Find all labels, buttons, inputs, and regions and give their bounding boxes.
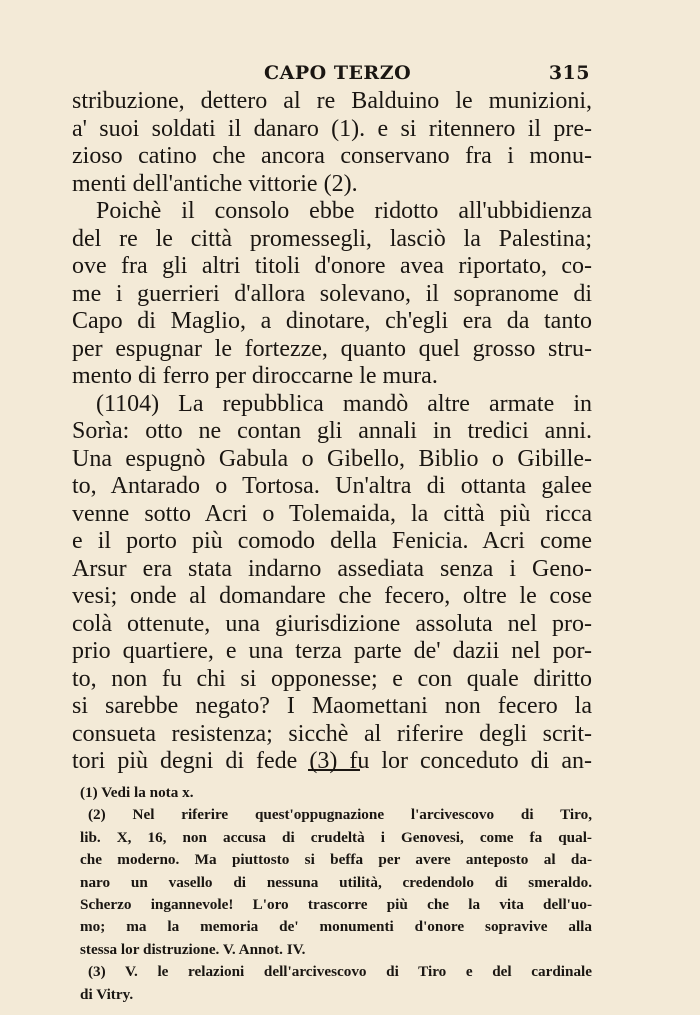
page-number: 315 [548, 62, 590, 84]
text-line: del re le città promessegli, lasciò la Palestina; [72, 225, 592, 252]
text-line: Capo di Maglio, a dinotare, ch'egli era da tanto [72, 308, 592, 334]
text-line: Sorìa: otto ne contan gli annali in tredici anni. [72, 418, 592, 444]
text-line: prio quartiere, e una terza parte de' dazii nel por- [72, 638, 592, 664]
text-line: Poichè il consolo ebbe ridotto all'ubbidienza [96, 198, 592, 224]
page-header [74, 58, 590, 88]
footnote-line: (1) Vedi la nota x. [80, 784, 194, 801]
text-line: vesi; onde al domandare che fecero, oltre le cose [72, 583, 592, 609]
footnote-line: che moderno. Ma piuttosto si beffa per avere anteposto al da- [80, 851, 592, 869]
footnote-line: di Vitry. [80, 985, 134, 1003]
text-line: a' suoi soldati il danaro (1). e si ritennero il pre- [72, 115, 592, 142]
text-line: mento di ferro per diroccarne le mura. [72, 363, 438, 389]
text-line: (1104) La repubblica mandò altre armate in [96, 390, 592, 417]
running-title: CAPO TERZO [264, 62, 412, 84]
text-line: per espugnar le fortezze, quanto quel grosso stru- [72, 335, 592, 362]
text-line: zioso catino che ancora conservano fra i monu- [72, 143, 592, 169]
footnote-divider [308, 769, 360, 771]
text-line: si sarebbe negato? I Maomettani non fecero la [72, 693, 592, 719]
text-line: to, Antarado o Tortosa. Un'altra di ottanta galee [72, 473, 592, 499]
footnote-line: naro un vasello di nessuna utilità, credendolo di smeraldo. [80, 873, 592, 891]
text-line: consueta resistenza; sicchè al riferire degli scrit- [72, 720, 592, 747]
text-line: me i guerrieri d'allora solevano, il sopranome di [72, 280, 592, 307]
text-line: to, non fu chi si opponesse; e con quale diritto [72, 665, 592, 692]
text-line: menti dell'antiche vittorie (2). [72, 170, 358, 197]
text-line: e il porto più comodo della Fenicia. Acri come [72, 528, 592, 554]
text-line: Una espugnò Gabula o Gibello, Biblio o Gibille- [72, 445, 592, 472]
main-text [72, 88, 592, 776]
text-line: venne sotto Acri o Tolemaida, la città più ricca [72, 500, 592, 527]
footnote-line: stessa lor distruzione. V. Annot. IV. [80, 940, 306, 958]
text-line: Arsur era stata indarno assediata senza i Geno- [72, 555, 592, 582]
footnote-line: mo; ma la memoria de' monumenti d'onore sopravive alla [80, 918, 592, 936]
footnote-line: lib. X, 16, non accusa di crudeltà i Genovesi, come fa qual- [80, 828, 592, 846]
footnotes [80, 782, 592, 1006]
text-line: ove fra gli altri titoli d'onore avea riportato, co- [72, 253, 592, 279]
footnote-line: Scherzo ingannevole! L'oro trascorre più che la vita dell'uo- [80, 895, 592, 913]
footnote-line: (2) Nel riferire quest'oppugnazione l'arcivescovo di Tiro, [88, 806, 592, 824]
footnote-line: (3) V. le relazioni dell'arcivescovo di Tiro e del cardinale [88, 963, 592, 981]
text-line: tori più degni di fede (3) fu lor conceduto di an- [72, 748, 592, 774]
text-line: colà ottenute, una giurisdizione assoluta nel pro- [72, 610, 592, 637]
text-line: stribuzione, dettero al re Balduino le munizioni, [72, 88, 592, 114]
